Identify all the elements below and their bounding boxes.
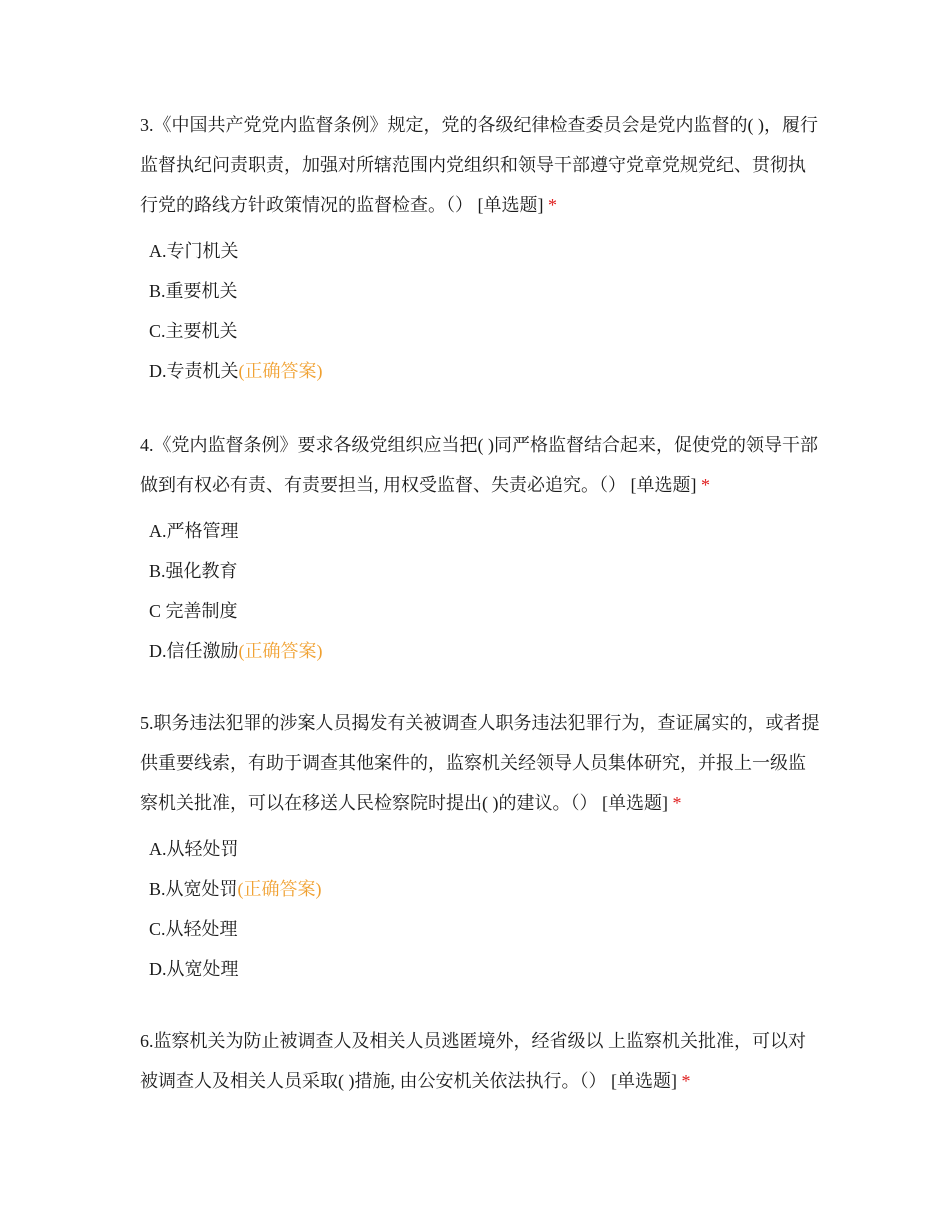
option-c[interactable]	[140, 591, 820, 631]
option-c[interactable]	[140, 311, 820, 351]
question-type-label: [单选题]	[477, 195, 544, 215]
option-a[interactable]	[140, 511, 820, 551]
option-label: C.主要机关	[149, 321, 238, 341]
question-type-label: [单选题]	[630, 475, 697, 495]
option-label: A.专门机关	[149, 241, 239, 261]
option-label: B.从宽处罚	[149, 879, 238, 899]
option-b[interactable]	[140, 271, 820, 311]
option-label: D.从宽处理	[149, 959, 239, 979]
question-stem: 5.职务违法犯罪的涉案人员揭发有关被调查人职务违法犯罪行为，查证属实的，或者提供重要线索，有助于调查其他案件的，监察机关经领导人员集体研究，并报上一级监察机关批准，可以在移送人民检察院时提出( )的建议。（）	[140, 713, 820, 813]
required-mark: *	[681, 1071, 691, 1091]
option-label: D.专责机关	[149, 361, 239, 381]
question-type-label: [单选题]	[602, 793, 668, 813]
option-list	[140, 231, 820, 391]
question-text	[140, 703, 820, 823]
option-a[interactable]	[140, 231, 820, 271]
question-text	[140, 105, 820, 225]
option-label: C.从轻处理	[149, 919, 238, 939]
option-label: B.重要机关	[149, 281, 238, 301]
option-d[interactable]	[140, 949, 820, 989]
correct-answer-tag: (正确答案)	[237, 879, 322, 899]
question-type-label: [单选题]	[611, 1071, 677, 1091]
correct-answer-tag: (正确答案)	[238, 641, 323, 661]
option-b[interactable]	[140, 869, 820, 909]
option-d[interactable]	[140, 631, 820, 671]
option-c[interactable]	[140, 909, 820, 949]
question-text	[140, 1021, 820, 1101]
question-4	[140, 425, 820, 671]
question-stem: 4.《党内监督条例》要求各级党组织应当把( )同严格监督结合起来，促使党的领导干部做到有权必有责、有责要担当, 用权受监督、失责必追究。（）	[140, 435, 818, 495]
option-list	[140, 829, 820, 989]
required-mark: *	[701, 475, 710, 495]
question-5	[140, 703, 820, 989]
option-list	[140, 511, 820, 671]
required-mark: *	[548, 195, 557, 215]
question-text	[140, 425, 820, 505]
option-d[interactable]	[140, 351, 820, 391]
option-label: A.从轻处罚	[149, 839, 239, 859]
question-6	[140, 1021, 820, 1101]
option-b[interactable]	[140, 551, 820, 591]
question-stem: 6.监察机关为防止被调查人及相关人员逃匿境外，经省级以 上监察机关批准，可以对被调查人及相关人员采取( )措施, 由公安机关依法执行。（）	[140, 1031, 806, 1091]
correct-answer-tag: (正确答案)	[238, 361, 323, 381]
option-a[interactable]	[140, 829, 820, 869]
option-label: C 完善制度	[149, 601, 238, 621]
option-label: D.信任激励	[149, 641, 239, 661]
question-3	[140, 105, 820, 391]
option-label: A.严格管理	[149, 521, 239, 541]
question-stem: 3.《中国共产党党内监督条例》规定，党的各级纪律检查委员会是党内监督的( )，履行监督执纪问责职责，加强对所辖范围内党组织和领导干部遵守党章党规党纪、贯彻执行党的路线方针政策情况的监督检查。（）	[140, 115, 818, 215]
option-label: B.强化教育	[149, 561, 238, 581]
required-mark: *	[672, 793, 682, 813]
